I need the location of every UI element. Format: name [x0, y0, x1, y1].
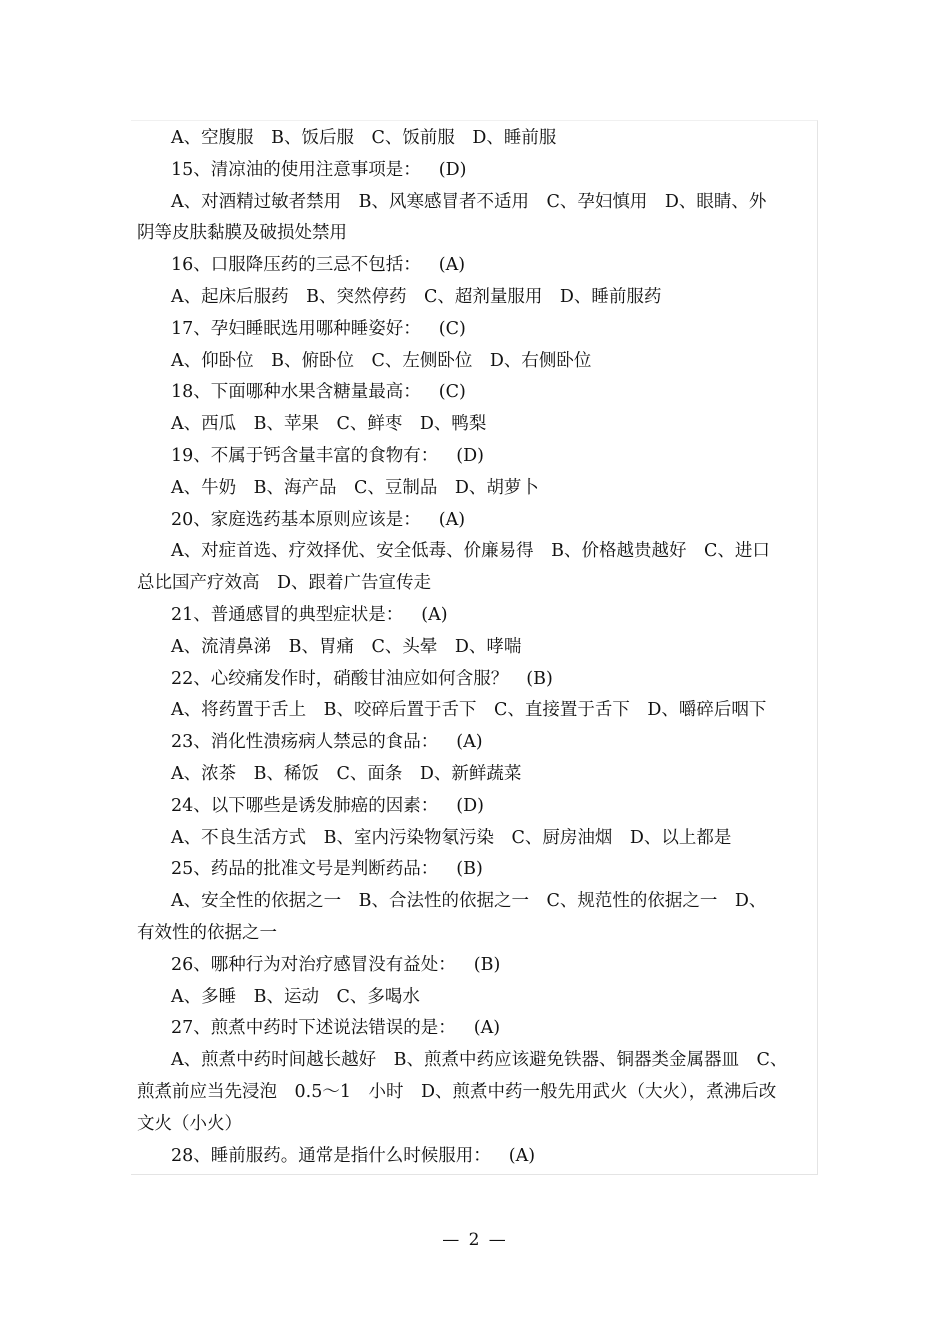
- line-text: 阴等皮肤黏膜及破损处禁用: [137, 223, 347, 244]
- answer-key: (A): [438, 255, 466, 276]
- text-line: [137, 536, 815, 568]
- line-text: A、西瓜 B、苹果 C、鲜枣 D、鸭梨: [171, 414, 487, 435]
- line-text: A、浓茶 B、稀饭 C、面条 D、新鲜蔬菜: [171, 763, 522, 784]
- answer-key: (D): [456, 445, 484, 466]
- text-line: [137, 823, 815, 855]
- question-line: [137, 377, 815, 409]
- line-text: 总比国产疗效高 D、跟着广告宣传走: [137, 573, 432, 594]
- answer-key: (D): [456, 795, 484, 816]
- answer-key: (B): [456, 859, 483, 880]
- question-text: 25、药品的批准文号是判断药品：: [171, 859, 439, 880]
- answer-key: (C): [438, 318, 466, 339]
- question-text: 19、不属于钙含量丰富的食物有：: [171, 445, 439, 466]
- question-text: 18、下面哪种水果含糖量最高：: [171, 382, 421, 403]
- question-line: [137, 600, 815, 632]
- line-text: A、多睡 B、运动 C、多喝水: [171, 986, 420, 1007]
- line-text: A、煎煮中药时间越长越好 B、煎煮中药应该避免铁器、铜器类金属器皿 C、: [171, 1050, 788, 1071]
- question-line: [137, 854, 815, 886]
- line-text: A、将药置于舌上 B、咬碎后置于舌下 C、直接置于舌下 D、嚼碎后咽下: [171, 700, 767, 721]
- answer-key: (A): [421, 604, 448, 625]
- question-line: [137, 664, 815, 696]
- answer-key: (B): [526, 668, 553, 689]
- answer-key: (D): [438, 159, 467, 180]
- question-text: 17、孕妇睡眠选用哪种睡姿好：: [171, 318, 421, 339]
- question-line: [137, 314, 815, 346]
- text-line: [137, 187, 815, 219]
- line-text: A、流清鼻涕 B、胃痛 C、头晕 D、哮喘: [171, 636, 522, 657]
- line-text: 有效性的依据之一: [137, 922, 277, 943]
- answer-key: (C): [438, 382, 466, 403]
- question-line: [137, 250, 815, 282]
- text-line: [137, 568, 815, 600]
- question-text: 23、消化性溃疡病人禁忌的食品：: [171, 732, 439, 753]
- text-line: [137, 1077, 815, 1109]
- text-line: [137, 695, 815, 727]
- question-text: 15、清凉油的使用注意事项是：: [171, 159, 421, 180]
- line-text: A、对症首选、疗效择优、安全低毒、价廉易得 B、价格越贵越好 C、进口: [171, 541, 770, 562]
- question-text: 24、以下哪些是诱发肺癌的因素：: [171, 795, 439, 816]
- question-text: 20、家庭选药基本原则应该是：: [171, 509, 421, 530]
- page-number: — 2 —: [442, 1230, 508, 1250]
- question-line: [137, 1141, 815, 1173]
- line-text: A、仰卧位 B、俯卧位 C、左侧卧位 D、右侧卧位: [171, 350, 592, 371]
- answer-key: (A): [508, 1145, 536, 1166]
- question-line: [137, 441, 815, 473]
- answer-key: (A): [456, 732, 483, 753]
- text-line: [137, 918, 815, 950]
- answer-key: (B): [473, 954, 501, 975]
- line-text: 文火（小火）: [137, 1113, 242, 1134]
- answer-key: (A): [438, 509, 466, 530]
- question-text: 16、口服降压药的三忌不包括：: [171, 255, 421, 276]
- line-text: A、牛奶 B、海产品 C、豆制品 D、胡萝卜: [171, 477, 539, 498]
- question-line: [137, 505, 815, 537]
- question-line: [137, 791, 815, 823]
- text-line: [137, 886, 815, 918]
- text-line: [137, 409, 815, 441]
- text-line: [137, 982, 815, 1014]
- text-line: [137, 473, 815, 505]
- text-line: [137, 632, 815, 664]
- text-line: [137, 282, 815, 314]
- answer-key: (A): [473, 1018, 501, 1039]
- question-text: 22、心绞痛发作时，硝酸甘油应如何含服？: [171, 668, 509, 689]
- line-text: A、起床后服药 B、突然停药 C、超剂量服用 D、睡前服药: [171, 286, 662, 307]
- text-line: [137, 346, 815, 378]
- text-line: [137, 759, 815, 791]
- document-body: [137, 123, 815, 1172]
- question-line: [137, 950, 815, 982]
- question-text: 27、煎煮中药时下述说法错误的是：: [171, 1018, 456, 1039]
- text-line: [137, 1045, 815, 1077]
- question-line: [137, 155, 815, 187]
- line-text: A、对酒精过敏者禁用 B、风寒感冒者不适用 C、孕妇慎用 D、眼睛、外: [171, 191, 767, 212]
- question-text: 26、哪种行为对治疗感冒没有益处：: [171, 954, 456, 975]
- line-text: A、空腹服 B、饭后服 C、饭前服 D、睡前服: [171, 128, 557, 148]
- line-text: 煎煮前应当先浸泡 0.5～1 小时 D、煎煮中药一般先用武火（大火），煮沸后改: [137, 1081, 777, 1102]
- text-line: [137, 218, 815, 250]
- question-line: [137, 1013, 815, 1045]
- question-line: [137, 727, 815, 759]
- text-line: [137, 123, 815, 155]
- text-line: [137, 1109, 815, 1141]
- line-text: A、安全性的依据之一 B、合法性的依据之一 C、规范性的依据之一 D、: [171, 891, 767, 912]
- line-text: A、不良生活方式 B、室内污染物氡污染 C、厨房油烟 D、以上都是: [171, 827, 732, 848]
- question-text: 28、睡前服药。通常是指什么时候服用：: [171, 1145, 491, 1166]
- question-text: 21、普通感冒的典型症状是：: [171, 604, 404, 625]
